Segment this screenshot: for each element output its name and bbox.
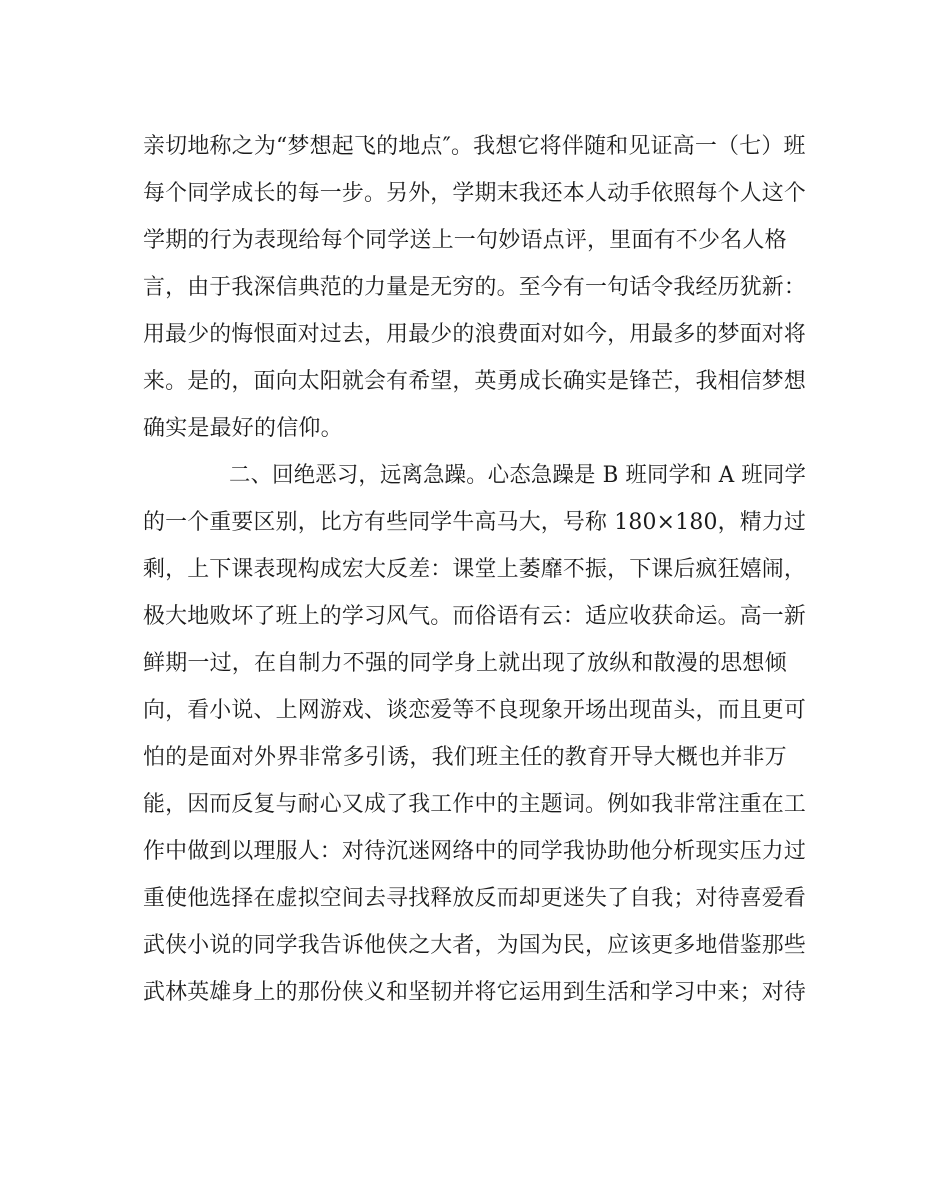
text-line: 每个同学成长的每一步。另外，学期末我还本人动手依照每个人这个 xyxy=(143,181,807,206)
text-line: 能，因而反复与耐心又成了我工作中的主题词。例如我非常注重在工 xyxy=(143,792,807,817)
text-line: 鲜期一过，在自制力不强的同学身上就出现了放纵和散漫的思想倾 xyxy=(143,651,787,676)
text-line: 学期的行为表现给每个同学送上一句妙语点评，里面有不少名人格 xyxy=(143,228,787,253)
text-line: 确实是最好的信仰。 xyxy=(143,416,343,441)
text-line: 武侠小说的同学我告诉他侠之大者，为国为民，应该更多地借鉴那些 xyxy=(143,933,807,958)
text-line: 向，看小说、上网游戏、谈恋爱等不良现象开场出现苗头，而且更可 xyxy=(143,698,807,723)
text-line: 极大地败坏了班上的学习风气。而俗语有云：适应收获命运。高一新 xyxy=(143,604,807,629)
text-line: 武林英雄身上的那份侠义和坚韧并将它运用到生活和学习中来；对待 xyxy=(143,980,807,1005)
text-line: 来。是的，面向太阳就会有希望，英勇成长确实是锋芒，我相信梦想 xyxy=(143,369,807,394)
text-line: 怕的是面对外界非常多引诱，我们班主任的教育开导大概也并非万 xyxy=(143,745,787,770)
text-line: 用最少的悔恨面对过去，用最少的浪费面对如今，用最多的梦面对将 xyxy=(143,322,807,347)
text-line: 言，由于我深信典范的力量是无穷的。至今有一句话令我经历犹新： xyxy=(143,275,807,300)
text-line: 的一个重要区别，比方有些同学牛高马大，号称 180×180，精力过 xyxy=(143,510,807,535)
paragraph-first-line: 二、回绝恶习，远离急躁。心态急躁是 B 班同学和 A 班同学 xyxy=(229,463,807,488)
text-line: 剩，上下课表现构成宏大反差：课堂上萎靡不振，下课后疯狂嬉闹， xyxy=(143,557,807,582)
text-line: 重使他选择在虚拟空间去寻找释放反而却更迷失了自我；对待喜爱看 xyxy=(143,886,807,911)
text-line: 作中做到以理服人：对待沉迷网络中的同学我协助他分析现实压力过 xyxy=(143,839,807,864)
text-line: 亲切地称之为“梦想起飞的地点″。我想它将伴随和见证高一（七）班 xyxy=(143,134,806,159)
